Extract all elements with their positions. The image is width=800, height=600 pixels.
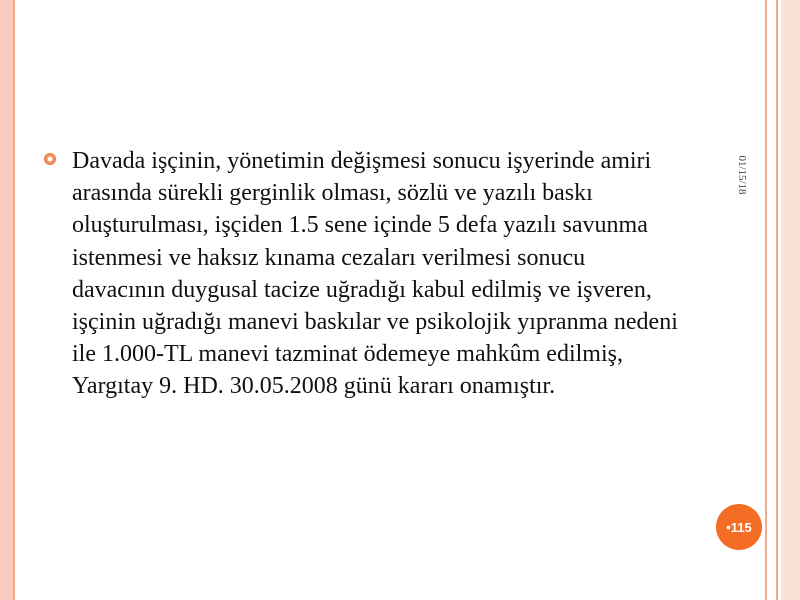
bullet-item [44,145,684,403]
left-border-band [0,0,13,600]
left-border-line [13,0,15,600]
slide-date: 01/15/18 [736,155,748,195]
bullet-circle-icon [44,153,56,165]
right-border-band [781,0,800,600]
page-number-badge: •115 [716,504,762,550]
bullet-text: Davada işçinin, yönetimin değişmesi sonucu işyerinde amiri arasında sürekli gerginlik olması, sözlü ve yazılı baskı oluşturulması, işçiden 1.5 sene içinde 5 defa yazılı savunma istenmesi ve haksız kınama cezaları verilmesi sonucu davacının duygusal tacize uğradığı kabul edilmiş ve işveren, işçinin uğradığı manevi baskılar ve psikolojik yıpranma nedeni ile 1.000-TL manevi tazminat ödemeye mahkûm edilmiş, Yargıtay 9. HD. 30.05.2008 günü kararı onamıştır. [72,148,678,400]
right-border-line-outer [776,0,778,600]
right-border-line [765,0,767,600]
slide-content [44,145,684,403]
